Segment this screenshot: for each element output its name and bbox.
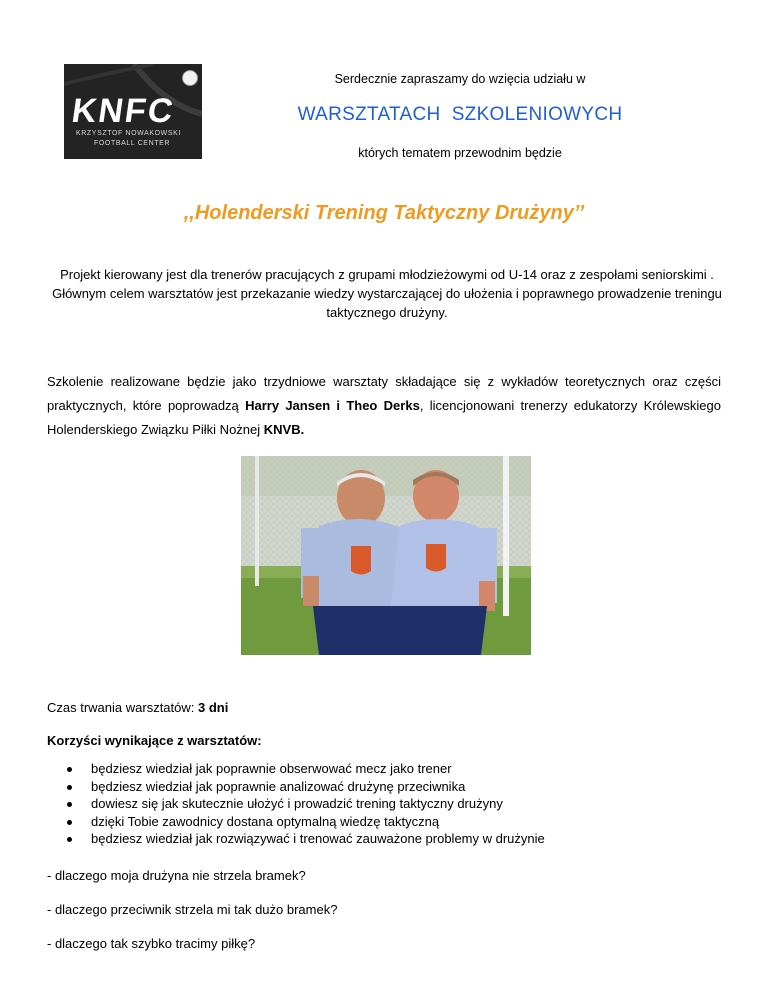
list-item: dzięki Tobie zawodnicy dostana optymalną wiedzę taktyczną: [47, 813, 545, 831]
list-item: będziesz wiedział jak rozwiązywać i trenować zauważone problemy w drużynie: [47, 830, 545, 848]
logo-letters: KNFC: [69, 92, 178, 130]
subtitle-text: których tematem przewodnim będzie: [358, 146, 562, 160]
list-item: będziesz wiedział jak poprawnie obserwować mecz jako trener: [47, 760, 545, 778]
main-title: ,,Holenderski Trening Taktyczny Drużyny’’: [183, 202, 585, 224]
question-3: - dlaczego tak szybko tracimy piłkę?: [47, 936, 256, 951]
duration-value: 3 dni: [198, 700, 229, 715]
list-item: będziesz wiedział jak poprawnie analizować drużynę przeciwnika: [47, 778, 545, 796]
football-icon: [182, 70, 198, 86]
question-1: - dlaczego moja drużyna nie strzela bramek?: [47, 868, 306, 883]
duration-label: Czas trwania warsztatów:: [47, 700, 198, 715]
duration-line: [47, 700, 228, 715]
coaches-photo: [241, 456, 531, 655]
bullet-icon: [67, 767, 72, 772]
workshop-title: WARSZTATACH SZKOLENIOWYCH: [297, 104, 623, 125]
org-name: KNVB.: [263, 422, 305, 437]
bullet-icon: [67, 837, 72, 842]
coach-names: Harry Jansen i Theo Derks: [245, 398, 420, 413]
details-text-1: Szkolenie realizowane będzie jako trzydniowe warsztaty składające się z wykładów teoretycznych oraz części praktycznych, które poprowadzą: [47, 374, 721, 413]
intro-paragraph: Projekt kierowany jest dla trenerów pracujących z grupami młodzieżowymi od U-14 oraz z zespołami seniorskimi . Głównym celem warsztatów jest przekazanie wiedzy wystarczającej do ułożenia i poprawnego prowadzenie treningu taktycznego drużyny.: [52, 267, 722, 320]
bullet-icon: [67, 802, 72, 807]
benefits-list: [47, 760, 545, 848]
details-paragraph: [47, 370, 721, 442]
bullet-icon: [67, 820, 72, 825]
bullet-icon: [67, 785, 72, 790]
details-text-2: , licencjonowani trenerzy edukatorzy Królewskiego Holenderskiego Związku Piłki Nożnej: [47, 398, 721, 437]
logo-line-2: FOOTBALL CENTER: [94, 140, 171, 147]
invite-text: Serdecznie zapraszamy do wzięcia udziału w: [334, 72, 586, 86]
coaches-photo-image: [241, 456, 531, 655]
benefits-heading: Korzyści wynikające z warsztatów:: [47, 733, 262, 748]
list-item: dowiesz się jak skutecznie ułożyć i prowadzić trening taktyczny drużyny: [47, 795, 545, 813]
knfc-logo: [64, 64, 202, 159]
question-2: - dlaczego przeciwnik strzela mi tak dużo bramek?: [47, 902, 338, 917]
logo-line-1: KRZYSZTOF NOWAKOWSKI: [76, 130, 181, 137]
